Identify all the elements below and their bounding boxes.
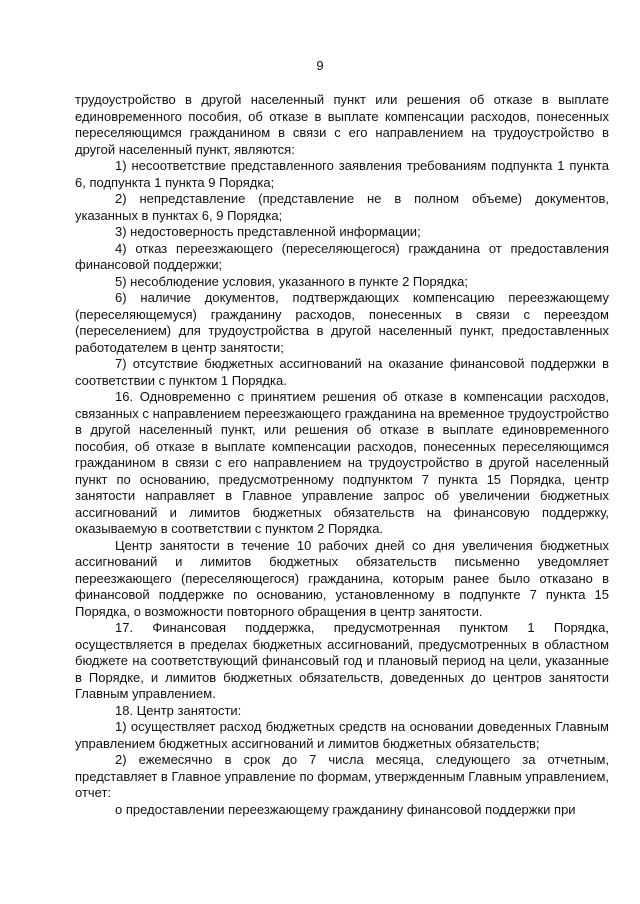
paragraph: 16. Одновременно с принятием решения об отказе в компенсации расходов, связанных с направлением переезжающего гражданина на временное трудоустройство в другой населенный пункт, или решения об отказе в выплате единовременного пособия, об отказе в выплате компенсации расходов, понесенных переселяющимся гражданином в связи с его направлением на трудоустройство в другой населенный пункт по основанию, предусмотренному подпунктом 7 пункта 15 Порядка, центр занятости направляет в Главное управление запрос об увеличении бюджетных ассигнований и лимитов бюджетных обязательств на финансовую поддержку, оказываемую в соответствии с пунктом 2 Порядка. [75,389,609,536]
list-item: 2) ежемесячно в срок до 7 числа месяца, следующего за отчетным, представляет в Главное управление по формам, утвержденным Главным управлением, отчет: [75,752,609,800]
body-text [75,92,609,818]
paragraph: 18. Центр занятости: [115,702,242,718]
list-item: 2) непредставление (представление не в полном объеме) документов, указанных в пунктах 6, 9 Порядка; [75,191,609,223]
list-item: 5) несоблюдение условия, указанного в пункте 2 Порядка; [115,273,469,289]
list-item: 7) отсутствие бюджетных ассигнований на оказание финансовой поддержки в соответствии с пунктом 1 Порядка. [75,356,609,388]
paragraph: о предоставлении переезжающему гражданину финансовой поддержки при [115,801,576,817]
list-item: 3) недостоверность представленной информации; [115,224,421,239]
list-item: 4) отказ переезжающего (переселяющегося) гражданина от предоставления финансовой поддержки; [75,240,609,272]
page-number: 9 [316,58,324,73]
paragraph: Центр занятости в течение 10 рабочих дней со дня увеличения бюджетных ассигнований и лимитов бюджетных обязательств письменно уведомляет переезжающего (переселяющегося) гражданина, которым ранее было отказано в финансовой поддержке по основанию, установленному в подпункте 7 пункта 15 Порядка, о возможности повторного обращения в центр занятости. [75,537,609,619]
paragraph: 17. Финансовая поддержка, предусмотренная пунктом 1 Порядка, осуществляется в пределах бюджетных ассигнований, предусмотренных в областном бюджете на соответствующий финансовый год и плановый период на цели, указанные в Порядке, и лимитов бюджетных обязательств, доведенных до центров занятости Главным управлением. [75,620,609,701]
list-item: 6) наличие документов, подтверждающих компенсацию переезжающему (переселяющемуся) гражданину расходов, понесенных в связи с переездом (переселением) для трудоустройства в другой населенный пункт, предоставленных работодателем в центр занятости; [75,290,609,355]
paragraph: трудоустройство в другой населенный пункт или решения об отказе в выплате единовременного пособия, об отказе в выплате компенсации расходов, понесенных переселяющимся гражданином в связи с его направлением на трудоустройство в другой населенный пункт, являются: [75,92,609,157]
list-item: 1) осуществляет расход бюджетных средств на основании доведенных Главным управлением бюджетных ассигнований и лимитов бюджетных обязательств; [75,719,609,751]
list-item: 1) несоответствие представленного заявления требованиям подпункта 1 пункта 6, подпункта 1 пункта 9 Порядка; [75,158,609,190]
